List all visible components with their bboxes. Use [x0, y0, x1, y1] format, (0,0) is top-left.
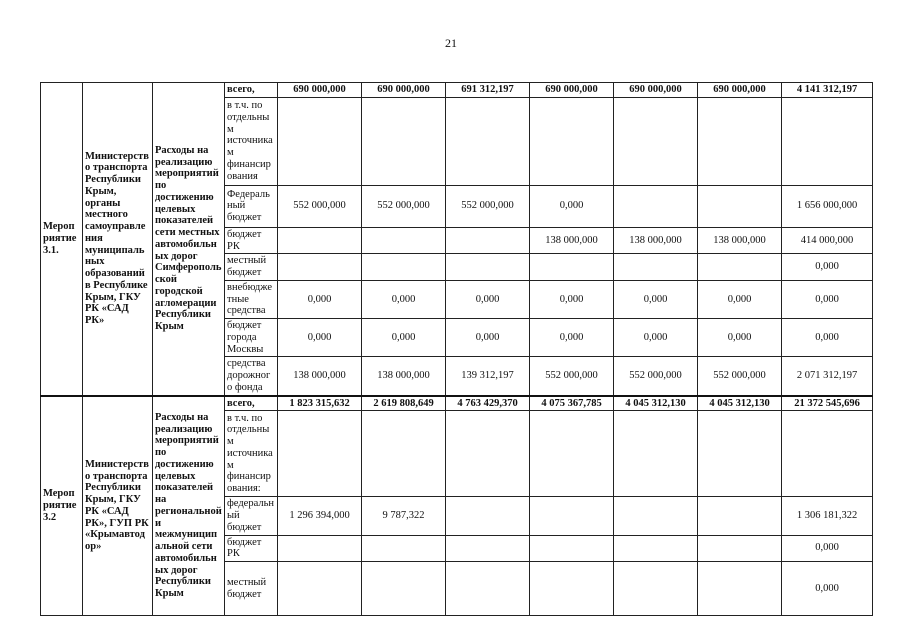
year-value: 139 312,197 [446, 357, 530, 396]
year-value: 552 000,000 [698, 357, 782, 396]
year-value [446, 562, 530, 616]
page-number: 21 [445, 36, 457, 50]
table-row [41, 83, 873, 98]
year-value: 1 823 315,632 [278, 396, 362, 411]
year-value [530, 254, 614, 281]
year-value: 4 763 429,370 [446, 396, 530, 411]
funding-source: местный бюджет [225, 254, 278, 281]
year-value: 0,000 [278, 319, 362, 357]
funding-source: бюджет города Москвы [225, 319, 278, 357]
year-value: 138 000,000 [362, 357, 446, 396]
total-value: 1 656 000,000 [782, 185, 873, 227]
year-value [278, 227, 362, 254]
year-value [698, 497, 782, 535]
year-value: 0,000 [614, 319, 698, 357]
year-value: 552 000,000 [446, 185, 530, 227]
year-value [530, 97, 614, 185]
budget-table-body [41, 83, 873, 616]
year-value: 138 000,000 [698, 227, 782, 254]
year-value [530, 497, 614, 535]
funding-source: средства дорожного фонда [225, 357, 278, 396]
total-value: 0,000 [782, 562, 873, 616]
year-value [362, 562, 446, 616]
year-value: 2 619 808,649 [362, 396, 446, 411]
year-value [362, 411, 446, 497]
funding-source: федеральный бюджет [225, 497, 278, 535]
total-value: 1 306 181,322 [782, 497, 873, 535]
year-value [446, 535, 530, 562]
year-value: 0,000 [698, 280, 782, 318]
total-value: 0,000 [782, 280, 873, 318]
year-value: 552 000,000 [614, 357, 698, 396]
year-value: 690 000,000 [698, 83, 782, 98]
year-value: 0,000 [362, 319, 446, 357]
executor-cell: Министерство транспорта Республики Крым, ГКУ РК «САД РК», ГУП РК «Крымавтодор» [83, 396, 153, 616]
total-value [782, 97, 873, 185]
funding-source: бюджет РК [225, 535, 278, 562]
funding-source: местный бюджет [225, 562, 278, 616]
funding-source: всего, [225, 83, 278, 98]
funding-source: внебюджетные средства [225, 280, 278, 318]
year-value [446, 411, 530, 497]
year-value [278, 535, 362, 562]
year-value [698, 562, 782, 616]
event-name: Мероприятие 3.2 [41, 396, 83, 616]
year-value [698, 254, 782, 281]
year-value: 690 000,000 [278, 83, 362, 98]
total-value: 2 071 312,197 [782, 357, 873, 396]
year-value: 690 000,000 [614, 83, 698, 98]
year-value [362, 254, 446, 281]
table-row [41, 396, 873, 411]
description-cell: Расходы на реализацию мероприятий по достижению целевых показателей на региональной и межмуниципальной сети автомобильных дорог Республики Крым [153, 396, 225, 616]
funding-source: всего, [225, 396, 278, 411]
year-value: 691 312,197 [446, 83, 530, 98]
year-value [446, 97, 530, 185]
year-value [614, 254, 698, 281]
total-value [782, 411, 873, 497]
year-value [698, 535, 782, 562]
year-value: 0,000 [530, 280, 614, 318]
year-value: 0,000 [530, 185, 614, 227]
funding-source: в т.ч. по отдельным источникам финансирования [225, 97, 278, 185]
year-value: 1 296 394,000 [278, 497, 362, 535]
total-value: 0,000 [782, 254, 873, 281]
year-value: 9 787,322 [362, 497, 446, 535]
year-value: 552 000,000 [530, 357, 614, 396]
total-value: 0,000 [782, 535, 873, 562]
budget-table [40, 82, 873, 616]
year-value [530, 535, 614, 562]
year-value: 4 045 312,130 [614, 396, 698, 411]
year-value: 138 000,000 [614, 227, 698, 254]
year-value [614, 185, 698, 227]
year-value [446, 227, 530, 254]
year-value [362, 227, 446, 254]
funding-source: Федеральный бюджет [225, 185, 278, 227]
event-name: Мероприятие 3.1. [41, 83, 83, 396]
year-value: 690 000,000 [362, 83, 446, 98]
year-value [698, 411, 782, 497]
year-value [278, 254, 362, 281]
total-value: 21 372 545,696 [782, 396, 873, 411]
year-value: 552 000,000 [362, 185, 446, 227]
year-value [614, 411, 698, 497]
year-value: 690 000,000 [530, 83, 614, 98]
year-value [278, 97, 362, 185]
year-value: 4 045 312,130 [698, 396, 782, 411]
total-value: 0,000 [782, 319, 873, 357]
year-value [698, 185, 782, 227]
year-value [362, 535, 446, 562]
description-cell: Расходы на реализацию мероприятий по достижению целевых показателей сети местных автомобильных дорог Симферопольской городской агломерации Республики Крым [153, 83, 225, 396]
year-value [614, 535, 698, 562]
year-value [278, 411, 362, 497]
year-value: 0,000 [530, 319, 614, 357]
total-value: 414 000,000 [782, 227, 873, 254]
year-value: 0,000 [698, 319, 782, 357]
funding-source: в т.ч. по отдельным источникам финансирования: [225, 411, 278, 497]
year-value [614, 97, 698, 185]
year-value [278, 562, 362, 616]
year-value [530, 411, 614, 497]
year-value [614, 497, 698, 535]
year-value [698, 97, 782, 185]
total-value: 4 141 312,197 [782, 83, 873, 98]
year-value [530, 562, 614, 616]
year-value: 4 075 367,785 [530, 396, 614, 411]
year-value [446, 254, 530, 281]
year-value: 0,000 [446, 280, 530, 318]
year-value: 0,000 [614, 280, 698, 318]
year-value: 0,000 [278, 280, 362, 318]
year-value: 552 000,000 [278, 185, 362, 227]
year-value: 0,000 [446, 319, 530, 357]
year-value [446, 497, 530, 535]
year-value: 0,000 [362, 280, 446, 318]
year-value: 138 000,000 [278, 357, 362, 396]
executor-cell: Министерство транспорта Республики Крым, органы местного самоуправления муниципальных образований в Республике Крым, ГКУ РК «САД РК» [83, 83, 153, 396]
year-value [362, 97, 446, 185]
year-value: 138 000,000 [530, 227, 614, 254]
funding-source: бюджет РК [225, 227, 278, 254]
year-value [614, 562, 698, 616]
